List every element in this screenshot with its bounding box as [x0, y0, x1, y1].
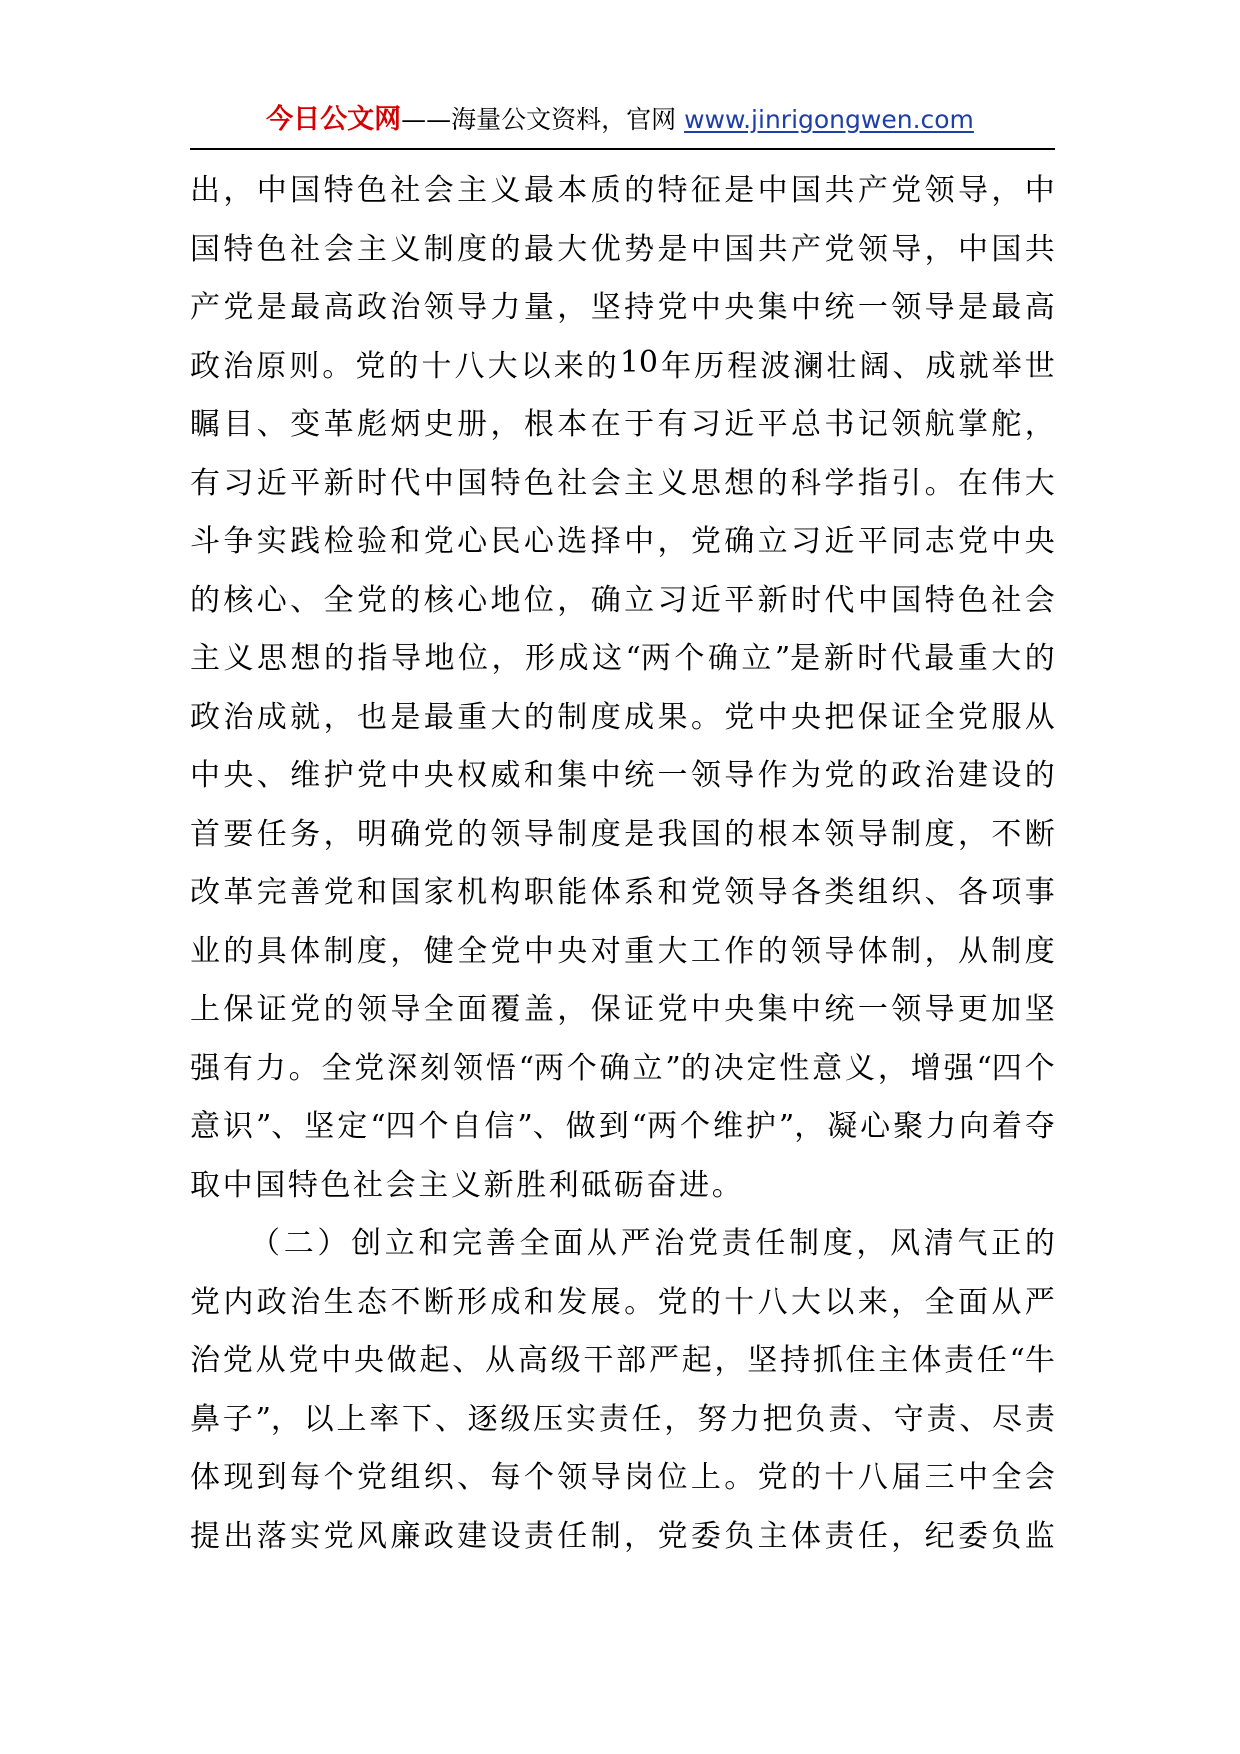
text-line: 党 内 政 治 生 态 不 断 形 成 和 发 展 。 党 的 十 八 大 以 来 ， 全 面 从 严 — [190, 1284, 1055, 1320]
text-line: 强 有 力 。 全 党 深 刻 领 悟 “两 个 确 立 ”的 决 定 性 意 义 ， 增 强 “四 个 — [190, 1050, 1055, 1086]
text-line: 政 治 原 则 。 党 的 十 八 大 以 来 的 10 年 历 程 波 澜 壮 阔 、 成 就 举 世 — [190, 345, 1055, 384]
text-line: 有 习 近 平 新 时 代 中 国 特 色 社 会 主 义 思 想 的 科 学 指 引 。 在 伟 大 — [190, 465, 1055, 501]
page-header — [0, 100, 1240, 140]
text-line: 鼻 子 ”， 以 上 率 下 、 逐 级 压 实 责 任 ， 努 力 把 负 责 、 守 责 、 尽 责 — [190, 1401, 1055, 1437]
text-line: 取 中 国 特 色 社 会 主 义 新 胜 利 砥 砺 奋 进 。 — [190, 1167, 745, 1203]
text-line: 首 要 任 务 ， 明 确 党 的 领 导 制 度 是 我 国 的 根 本 领 导 制 度 ， 不 断 — [190, 816, 1055, 852]
text-line: 意 识 ”、 坚 定 “四 个 自 信 ”、 做 到 “两 个 维 护 ”， 凝 心 聚 力 向 着 夺 — [190, 1109, 1055, 1145]
text-line: 体 现 到 每 个 党 组 织 、 每 个 领 导 岗 位 上 。 党 的 十 八 届 三 中 全 会 — [190, 1460, 1055, 1496]
text-line: 的 核 心 、 全 党 的 核 心 地 位 ， 确 立 习 近 平 新 时 代 中 国 特 色 社 会 — [190, 582, 1055, 618]
text-line: 斗 争 实 践 检 验 和 党 心 民 心 选 择 中 ， 党 确 立 习 近 平 同 志 党 中 央 — [190, 524, 1055, 560]
header-divider — [190, 148, 1055, 150]
site-brand[interactable]: 今日公文网 — [266, 104, 402, 135]
text-line: 上 保 证 党 的 领 导 全 面 覆 盖 ， 保 证 党 中 央 集 中 统 一 领 导 更 加 坚 — [190, 992, 1055, 1028]
text-line: 瞩 目 、 变 革 彪 炳 史 册 ， 根 本 在 于 有 习 近 平 总 书 记 领 航 掌 舵 ， — [190, 407, 1055, 443]
text-line: 业 的 具 体 制 度 ， 健 全 党 中 央 对 重 大 工 作 的 领 导 体 制 ， 从 制 度 — [190, 933, 1055, 969]
site-tagline: ——海量公文资料，官网 — [401, 105, 677, 134]
text-line: 主 义 思 想 的 指 导 地 位 ， 形 成 这 “两 个 确 立 ”是 新 时 代 最 重 大 的 — [190, 641, 1055, 677]
text-line: 治 党 从 党 中 央 做 起 、 从 高 级 干 部 严 起 ， 坚 持 抓 住 主 体 责 任 “牛 — [190, 1343, 1055, 1379]
text-line: 改 革 完 善 党 和 国 家 机 构 职 能 体 系 和 党 领 导 各 类 组 织 、 各 项 事 — [190, 875, 1055, 911]
site-url-link[interactable]: www.jinrigongwen.com — [684, 105, 974, 134]
text-line: 产 党 是 最 高 政 治 领 导 力 量 ， 坚 持 党 中 央 集 中 统 一 领 导 是 最 高 — [190, 290, 1055, 326]
text-line: （ 二 ） 创 立 和 完 善 全 面 从 严 治 党 责 任 制 度 ， 风 清 气 正 的 — [250, 1226, 1055, 1262]
document-body — [190, 158, 1055, 1562]
text-line: 出 ， 中 国 特 色 社 会 主 义 最 本 质 的 特 征 是 中 国 共 产 党 领 导 ， 中 — [190, 173, 1055, 209]
text-line: 国 特 色 社 会 主 义 制 度 的 最 大 优 势 是 中 国 共 产 党 领 导 ， 中 国 共 — [190, 231, 1055, 267]
text-line: 中 央 、 维 护 党 中 央 权 威 和 集 中 统 一 领 导 作 为 党 的 政 治 建 设 的 — [190, 758, 1055, 794]
text-line: 政 治 成 就 ， 也 是 最 重 大 的 制 度 成 果 。 党 中 央 把 保 证 全 党 服 从 — [190, 699, 1055, 735]
text-line: 提 出 落 实 党 风 廉 政 建 设 责 任 制 ， 党 委 负 主 体 责 任 ， 纪 委 负 监 — [190, 1518, 1055, 1554]
